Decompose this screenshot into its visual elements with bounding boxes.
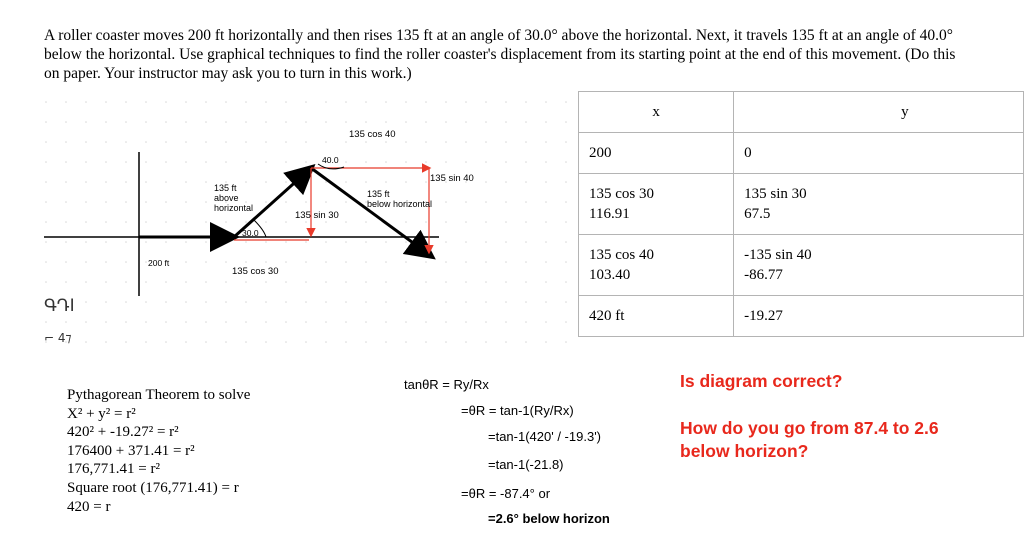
label-135sin40: 135 sin 40 [430, 173, 474, 184]
pythagorean-work [67, 386, 250, 516]
tan-line-5: =θR = -87.4° or [461, 486, 551, 501]
question-diagram-correct: Is diagram correct? [680, 371, 843, 391]
label-135sin30: 135 sin 30 [295, 210, 339, 221]
header-y: y [734, 92, 1024, 133]
pyth-line-4: 176,771.41 = r² [67, 461, 160, 478]
tan-line-6: =2.6° below horizon [488, 511, 610, 526]
label-above-3: horizontal [214, 203, 254, 213]
pyth-title: Pythagorean Theorem to solve [67, 387, 251, 403]
cell-x-4: 420 ft [579, 296, 734, 337]
tan-line-1: tanθR = Ry/Rx [404, 377, 489, 392]
label-above-2: above [214, 193, 239, 203]
question-angle-conversion: How do you go from 87.4 to 2.6 below horizon? [680, 418, 939, 461]
label-135cos40: 135 cos 40 [349, 129, 396, 140]
label-below-1: 135 ft [367, 189, 390, 199]
pyth-line-6: 420 = r [67, 498, 111, 515]
label-angle30: 30.0 [242, 228, 259, 238]
label-200ft: 200 ft [148, 258, 170, 268]
tan-line-4: =tan-1(-21.8) [488, 457, 564, 472]
cell-y-4: -19.27 [734, 296, 1024, 337]
cell-y-3: -135 sin 40 -86.77 [734, 235, 1024, 296]
pyth-line-2: 420² + -19.27² = r² [67, 424, 179, 441]
components-table [578, 91, 1024, 337]
pyth-line-1: X² + y² = r² [67, 405, 136, 422]
vector-diagram [44, 100, 574, 350]
header-x: x [579, 92, 734, 133]
tan-line-3: =tan-1(420' / -19.3') [488, 429, 602, 444]
label-135cos30: 135 cos 30 [232, 266, 279, 277]
problem-statement: A roller coaster moves 200 ft horizontally and then rises 135 ft at an angle of 30.0° above the horizontal. Next, it travels 135 ft at an angle of 40.0° below the horizontal. Use graphical techniques to find the roller coaster's displacement from its starting point at the end of this movement. (Do this on paper. Your instructor may ask you to turn in this work.) [44, 27, 956, 82]
cell-x-1: 200 [579, 133, 734, 174]
cell-x-2: 135 cos 30 116.91 [579, 174, 734, 235]
handwritten-scribble-2: ⌐ 4⁊ [44, 331, 72, 345]
label-below-2: below horizontal [367, 199, 433, 209]
tan-line-2: =θR = tan-1(Ry/Rx) [461, 403, 574, 418]
cell-y-1: 0 [734, 133, 1024, 174]
cell-x-3: 135 cos 40 103.40 [579, 235, 734, 296]
pyth-line-5: Square root (176,771.41) = r [67, 479, 239, 496]
pyth-line-3: 176400 + 371.41 = r² [67, 442, 195, 459]
label-above-1: 135 ft [214, 183, 237, 193]
cell-y-2: 135 sin 30 67.5 [734, 174, 1024, 235]
label-angle40: 40.0 [322, 155, 339, 165]
handwritten-scribble-1: ԳԴⅠ [44, 296, 75, 316]
